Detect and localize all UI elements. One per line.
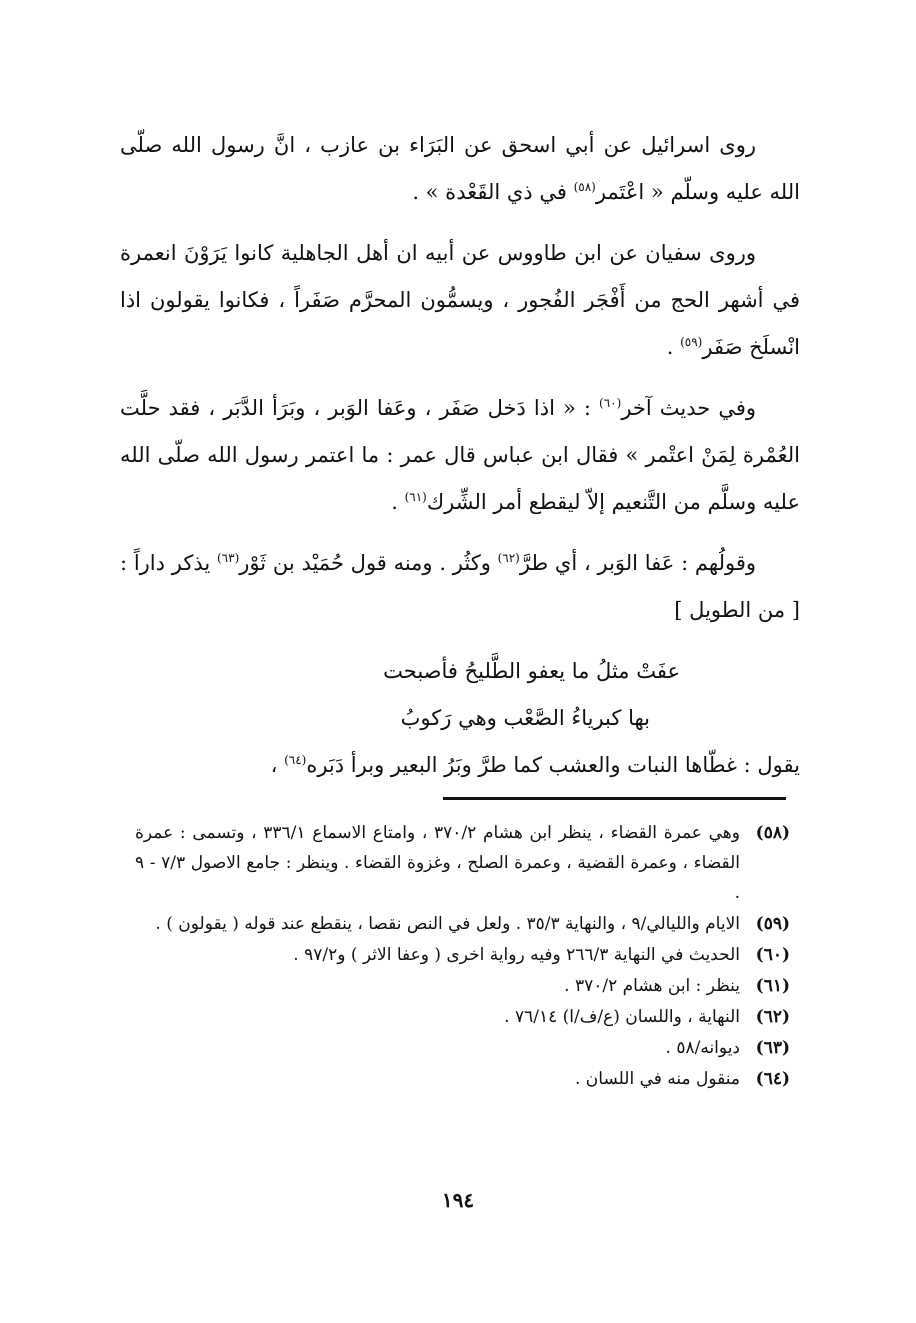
verse-hemistich-2: بها كبرياءُ الصَّعْب وهي رَكوبُ xyxy=(400,706,650,730)
verse-hemistich-1: عفَتْ مثلُ ما يعفو الطَّليحُ فأصبحت xyxy=(383,659,680,683)
footnote-ref[interactable]: (٦١) xyxy=(404,490,427,504)
footnote-number: (٦٢) xyxy=(755,1007,790,1027)
footnote-separator xyxy=(443,797,786,800)
paragraph-1 xyxy=(120,122,800,216)
footnote-ref[interactable]: (٦٠) xyxy=(599,396,622,410)
footnote-item xyxy=(135,940,790,970)
footnote-text: النهاية ، واللسان (ع/ف/ا) ٧٦/١٤ . xyxy=(504,1007,740,1027)
paragraph-4 xyxy=(120,540,800,634)
footnote-number: (٦١) xyxy=(755,976,790,996)
footnote-number: (٦٠) xyxy=(755,945,790,965)
poetry-verse xyxy=(120,648,800,742)
paragraph-text: وروى سفيان عن ابن طاووس عن أبيه ان أهل الجاهلية كانوا يَرَوْنَ انعمرة في أشهر الحج من أَفْجَر الفُجور ، ويسمُّون المحرَّم صَفَراً ، فكانوا يقولون اذا انْسلَخ صَفَر xyxy=(120,241,800,359)
footnote-number: (٥٩) xyxy=(755,914,790,934)
footnote-text: الايام والليالي/٩ ، والنهاية ٣٥/٣ . ولعل في النص نقصا ، ينقطع عند قوله ( يقولون ) . xyxy=(155,914,740,934)
footnote-ref[interactable]: (٦٣) xyxy=(216,551,240,565)
footnote-item xyxy=(135,909,790,939)
footnote-text: وهي عمرة القضاء ، ينظر ابن هشام ٣٧٠/٢ ، وامتاع الاسماع ٣٣٦/١ ، وتسمى : عمرة القضاء ، وعمرة القضية ، وعمرة الصلح ، وغزوة القضاء . وينظر : جامع الاصول ٧/٣ - ٩ . xyxy=(135,823,740,903)
footnote-ref[interactable]: (٥٨) xyxy=(573,180,596,194)
footnote-number: (٦٤) xyxy=(755,1069,790,1089)
footnote-text: ينظر : ابن هشام ٣٧٠/٢ . xyxy=(564,976,740,996)
paragraph-text: روى اسرائيل عن أبي اسحق عن البَرَاء بن عازب ، انَّ رسول الله صلّى الله عليه وسلّم « اعْتَمر xyxy=(120,133,800,204)
paragraph-text: . xyxy=(666,335,681,359)
paragraph-text: يقول : غطّاها النبات والعشب كما طرَّ وبَرُ البعير وبرأ دَبَره xyxy=(306,753,800,777)
paragraph-text: وكثُر . ومنه قول حُمَيْد بن ثَوْر xyxy=(239,551,498,575)
footnote-item xyxy=(135,818,790,908)
footnote-ref[interactable]: (٦٤) xyxy=(284,753,307,767)
footnote-number: (٦٣) xyxy=(755,1038,790,1058)
footnote-item xyxy=(135,1002,790,1032)
paragraph-text: في ذي القَعْدة » . xyxy=(412,180,574,204)
paragraph-3 xyxy=(120,385,800,526)
paragraph-2 xyxy=(120,230,800,371)
footnotes-section xyxy=(135,818,790,1095)
paragraph-text: يذكر داراً : [ من الطويل ] xyxy=(120,551,800,622)
page-number: ١٩٤ xyxy=(441,1188,475,1212)
paragraph-text: وفي حديث آخر xyxy=(621,396,757,420)
footnote-item xyxy=(135,1033,790,1063)
main-text xyxy=(120,122,800,803)
closing-line xyxy=(120,742,800,789)
paragraph-text: ، xyxy=(270,753,285,777)
footnote-ref[interactable]: (٥٩) xyxy=(680,335,703,349)
paragraph-text: : « اذا دَخل صَفَر ، وعَفا الوَبر ، وبَرَأ الدَّبَر ، فقد حلَّت العُمْرة لِمَنْ اعتْمر » فقال ابن عباس قال عمر : ما اعتمر رسول الله صلّى الله عليه وسلَّم من التَّنعيم إلاّ ليقطع أمر الشِّرك xyxy=(120,396,800,514)
footnote-ref[interactable]: (٦٢) xyxy=(497,551,520,565)
paragraph-text: وقولُهم : عَفا الوَبر ، أي طرَّ xyxy=(519,551,756,575)
footnote-text: الحديث في النهاية ٢٦٦/٣ وفيه رواية اخرى ( وعفا الاثر ) و٩٧/٢ . xyxy=(293,945,740,965)
footnote-text: منقول منه في اللسان . xyxy=(575,1069,740,1089)
footnote-item xyxy=(135,971,790,1001)
footnote-item xyxy=(135,1064,790,1094)
paragraph-text: . xyxy=(391,490,405,514)
footnote-text: ديوانه/٥٨ . xyxy=(665,1038,740,1058)
footnote-number: (٥٨) xyxy=(755,823,790,843)
